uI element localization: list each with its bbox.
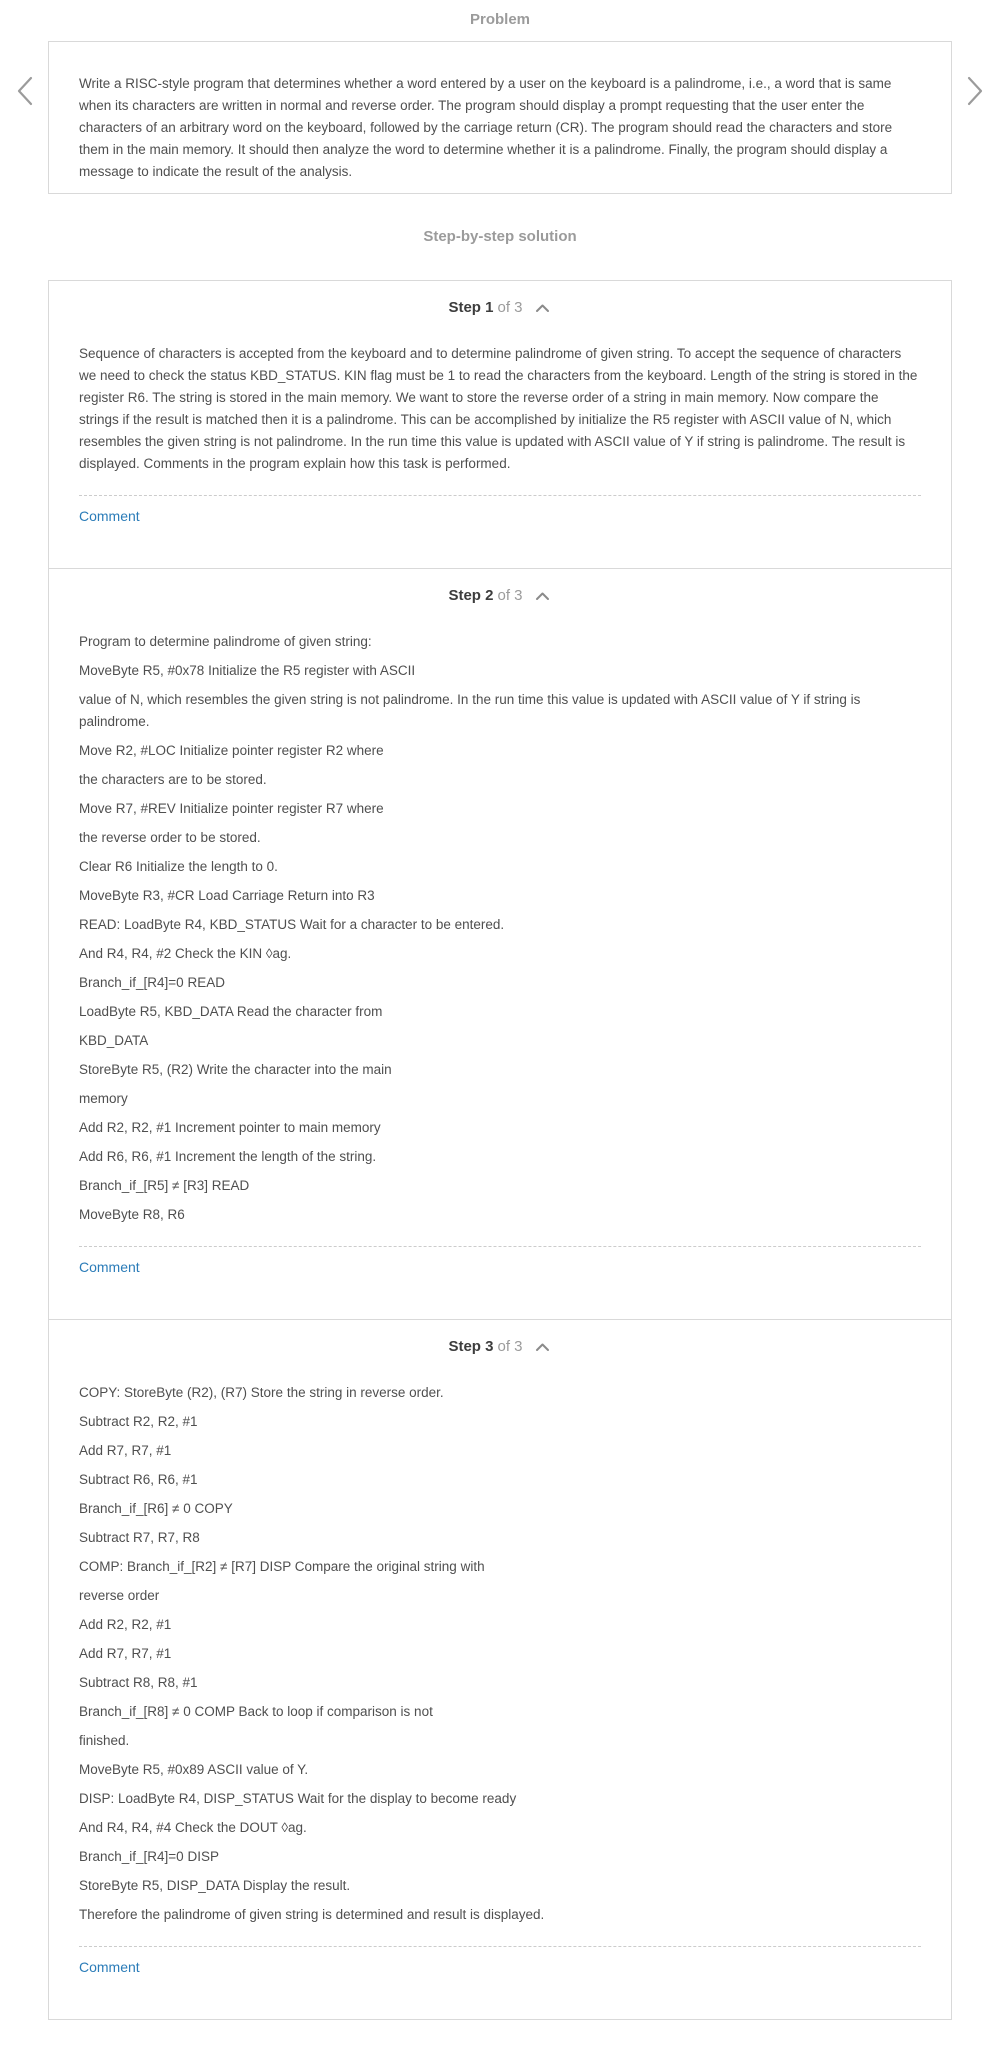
chevron-up-icon	[535, 591, 550, 601]
problem-section	[0, 41, 1000, 194]
step-paragraph: reverse order	[79, 1588, 160, 1603]
step-paragraph: MoveByte R3, #CR Load Carriage Return into R3	[79, 888, 375, 903]
next-problem-button[interactable]	[960, 71, 991, 111]
step-paragraph: finished.	[79, 1733, 130, 1748]
problem-card	[48, 41, 952, 194]
step-paragraph: Subtract R6, R6, #1	[79, 1472, 198, 1487]
step-paragraph: Sequence of characters is accepted from the keyboard and to determine palindrome of given string. To accept the sequence of characters we need to check the status KBD_STATUS. KIN flag must be 1 to read the characters from the keyboard. Length of the string is stored in the register R6. The string is stored in the main memory. We want to store the reverse order of a string in main memory. Now compare the strings if the result is matched then it is a palindrome. This can be accomplished by initialize the R5 register with ASCII value of N, which resembles the given string is not palindrome. In the run time this value is updated with ASCII value of Y if string is palindrome. The result is displayed. Comments in the program explain how this task is performed.	[79, 346, 918, 471]
prev-problem-button[interactable]	[9, 71, 40, 111]
step-count: of 3	[497, 299, 523, 316]
step-paragraph: Subtract R7, R7, R8	[79, 1530, 200, 1545]
chevron-up-icon	[535, 303, 550, 313]
collapse-step-2-button[interactable]	[533, 591, 552, 601]
step-paragraph: StoreByte R5, (R2) Write the character into the main	[79, 1062, 392, 1077]
step-paragraph: Branch_if_[R4]=0 DISP	[79, 1849, 219, 1864]
comment-link-step-3[interactable]: Comment	[79, 1959, 140, 1975]
solution-title: Step-by-step solution	[423, 228, 577, 245]
step-paragraph: MoveByte R5, #0x78 Initialize the R5 register with ASCII	[79, 663, 416, 678]
collapse-step-1-button[interactable]	[533, 303, 552, 313]
step-paragraph: memory	[79, 1091, 128, 1106]
step-1-body	[79, 343, 921, 475]
step-paragraph: MoveByte R5, #0x89 ASCII value of Y.	[79, 1762, 309, 1777]
chevron-up-icon	[535, 1342, 550, 1352]
step-paragraph: Program to determine palindrome of given string:	[79, 634, 372, 649]
comment-link-step-2[interactable]: Comment	[79, 1259, 140, 1275]
step-paragraph: Subtract R8, R8, #1	[79, 1675, 198, 1690]
step-2-body	[79, 631, 921, 1226]
step-paragraph: Add R6, R6, #1 Increment the length of the string.	[79, 1149, 377, 1164]
step-paragraph: COMP: Branch_if_[R2] ≠ [R7] DISP Compare the original string with	[79, 1559, 485, 1574]
step-paragraph: Branch_if_[R6] ≠ 0 COPY	[79, 1501, 233, 1516]
step-3-body	[79, 1382, 921, 1926]
step-paragraph: Branch_if_[R5] ≠ [R3] READ	[79, 1178, 250, 1193]
problem-text: Write a RISC-style program that determines whether a word entered by a user on the keyboard is a palindrome, i.e., a word that is same when its characters are written in normal and reverse order. The program should display a prompt requesting that the user enter the characters of an arbitrary word on the keyboard, followed by the carriage return (CR). The program should read the characters and store them in the main memory. It should then analyze the word to determine whether it is a palindrome. Finally, the program should display a message to indicate the result of the analysis.	[79, 76, 893, 179]
chevron-left-icon	[13, 75, 36, 107]
step-card-2	[48, 568, 952, 1320]
step-paragraph: Branch_if_[R8] ≠ 0 COMP Back to loop if comparison is not	[79, 1704, 433, 1719]
step-1-header	[79, 299, 921, 317]
step-count: of 3	[497, 587, 523, 604]
dashed-divider	[79, 1946, 921, 1947]
step-paragraph: Move R7, #REV Initialize pointer register R7 where	[79, 801, 384, 816]
step-paragraph: value of N, which resembles the given string is not palindrome. In the run time this value is updated with ASCII value of Y if string is palindrome.	[79, 692, 861, 729]
step-count: of 3	[497, 1338, 523, 1355]
step-paragraph: And R4, R4, #2 Check the KIN ◊ag.	[79, 946, 292, 961]
step-paragraph: Clear R6 Initialize the length to 0.	[79, 859, 278, 874]
dashed-divider	[79, 1246, 921, 1247]
step-paragraph: Branch_if_[R4]=0 READ	[79, 975, 225, 990]
step-paragraph: READ: LoadByte R4, KBD_STATUS Wait for a character to be entered.	[79, 917, 505, 932]
step-paragraph: KBD_DATA	[79, 1033, 149, 1048]
step-label: Step 1	[448, 299, 494, 316]
dashed-divider	[79, 495, 921, 496]
chevron-right-icon	[964, 75, 987, 107]
step-label: Step 2	[448, 587, 494, 604]
step-paragraph: Subtract R2, R2, #1	[79, 1414, 198, 1429]
step-card-3	[48, 1319, 952, 2020]
collapse-step-3-button[interactable]	[533, 1342, 552, 1352]
step-3-header	[79, 1338, 921, 1356]
step-paragraph: COPY: StoreByte (R2), (R7) Store the string in reverse order.	[79, 1385, 444, 1400]
step-2-header	[79, 587, 921, 605]
comment-link-step-1[interactable]: Comment	[79, 508, 140, 524]
step-label: Step 3	[448, 1338, 494, 1355]
problem-title: Problem	[469, 11, 530, 28]
step-paragraph: MoveByte R8, R6	[79, 1207, 185, 1222]
step-paragraph: Add R2, R2, #1	[79, 1617, 172, 1632]
step-paragraph: Move R2, #LOC Initialize pointer register R2 where	[79, 743, 384, 758]
step-paragraph: the characters are to be stored.	[79, 772, 267, 787]
step-paragraph: Add R2, R2, #1 Increment pointer to main memory	[79, 1120, 381, 1135]
step-card-1	[48, 280, 952, 569]
step-paragraph: Add R7, R7, #1	[79, 1646, 172, 1661]
step-paragraph: And R4, R4, #4 Check the DOUT ◊ag.	[79, 1820, 307, 1835]
step-paragraph: Add R7, R7, #1	[79, 1443, 172, 1458]
step-paragraph: StoreByte R5, DISP_DATA Display the result.	[79, 1878, 351, 1893]
step-paragraph: LoadByte R5, KBD_DATA Read the character from	[79, 1004, 383, 1019]
step-paragraph: the reverse order to be stored.	[79, 830, 261, 845]
step-paragraph: Therefore the palindrome of given string is determined and result is displayed.	[79, 1907, 545, 1922]
step-paragraph: DISP: LoadByte R4, DISP_STATUS Wait for the display to become ready	[79, 1791, 517, 1806]
